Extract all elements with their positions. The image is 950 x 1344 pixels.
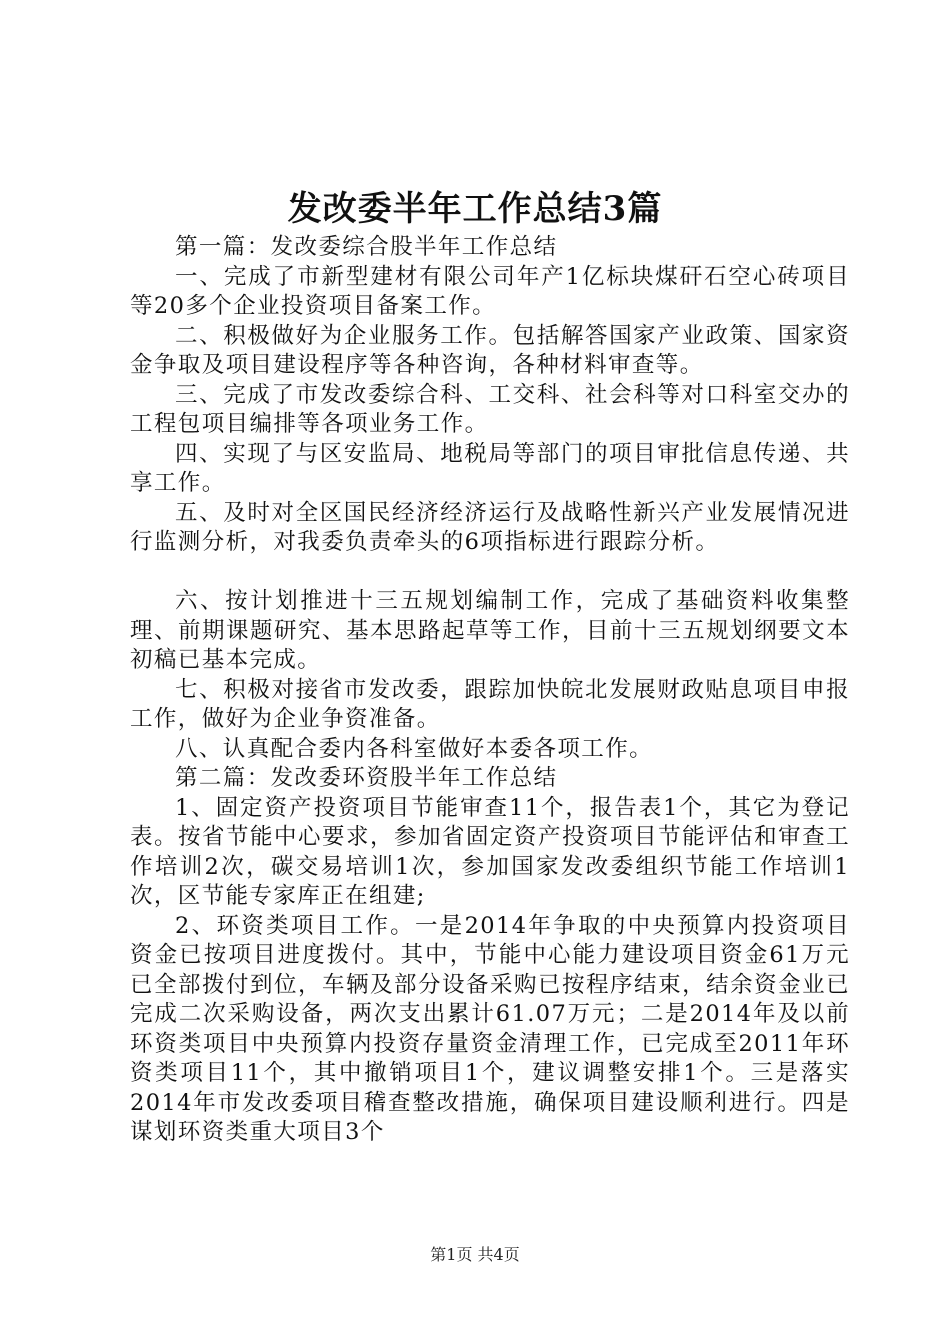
paragraph: 三、完成了市发改委综合科、工交科、社会科等对口科室交办的工程包项目编排等各项业务工作。 [130, 381, 850, 437]
paragraph: 五、及时对全区国民经济经济运行及战略性新兴产业发展情况进行监测分析，对我委负责牵头的6项指标进行跟踪分析。 [130, 499, 850, 555]
paragraph: 2、环资类项目工作。一是2014年争取的中央预算内投资项目资金已按项目进度拨付。其中，节能中心能力建设项目资金61万元已全部拨付到位，车辆及部分设备采购已按程序结束，结余资金业已完成二次采购设备，两次支出累计61.07万元；二是2014年及以前环资类项目中央预算内投资存量资金清理工作，已完成至2011年环资类项目11个，其中撤销项目1个，建议调整安排1个。三是落实2014年市发改委项目稽查整改措施，确保项目建设顺利进行。四是谋划环资类重大项目3个 [130, 912, 850, 1145]
document-title: 发改委半年工作总结3篇 [287, 189, 663, 229]
paragraph: 二、积极做好为企业服务工作。包括解答国家产业政策、国家资金争取及项目建设程序等各种咨询，各种材料审查等。 [130, 322, 850, 378]
paragraph: 六、按计划推进十三五规划编制工作，完成了基础资料收集整理、前期课题研究、基本思路起草等工作，目前十三五规划纲要文本初稿已基本完成。 [130, 588, 850, 673]
section-heading-1: 第一篇：发改委综合股半年工作总结 [175, 234, 558, 260]
paragraph: 七、积极对接省市发改委，跟踪加快皖北发展财政贴息项目申报工作，做好为企业争资准备。 [130, 676, 850, 732]
paragraph: 1、固定资产投资项目节能审查11个，报告表1个，其它为登记表。按省节能中心要求，参加省固定资产投资项目节能评估和审查工作培训2次，碳交易培训1次，参加国家发改委组织节能工作培训1次，区节能专家库正在组建; [130, 794, 850, 909]
page-footer: 第1页 共4页 [430, 1245, 520, 1264]
document-body [130, 233, 850, 1148]
paragraph: 四、实现了与区安监局、地税局等部门的项目审批信息传递、共享工作。 [130, 440, 850, 496]
section-heading-2: 第二篇：发改委环资股半年工作总结 [175, 765, 558, 791]
paragraph: 一、完成了市新型建材有限公司年产1亿标块煤矸石空心砖项目等20多个企业投资项目备案工作。 [130, 263, 850, 319]
paragraph: 八、认真配合委内各科室做好本委各项工作。 [175, 735, 654, 762]
